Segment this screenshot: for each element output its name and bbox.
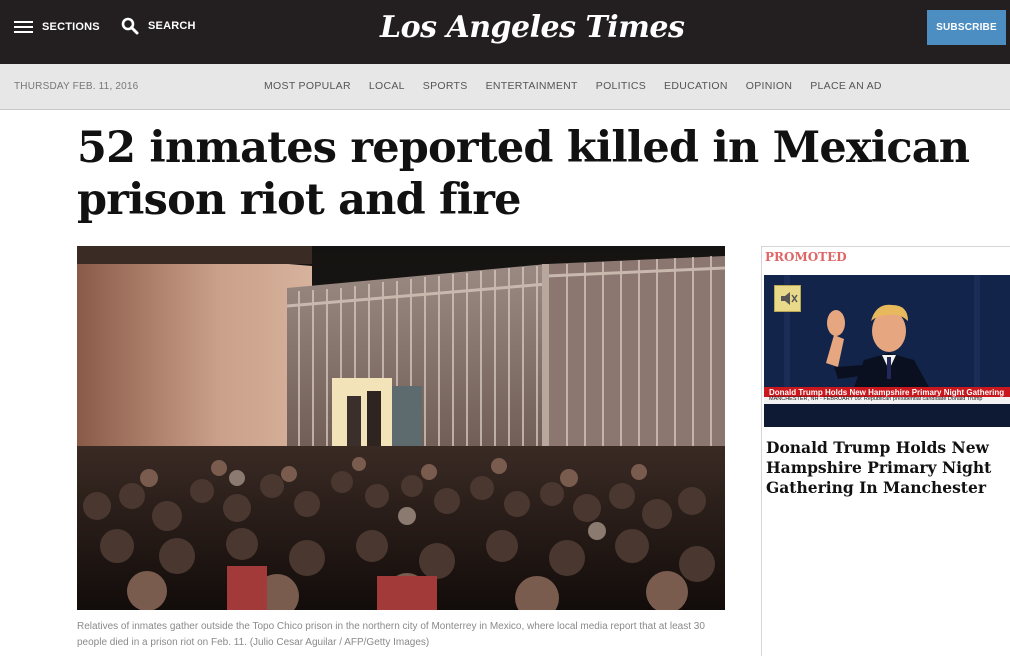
video-subtext: MANCHESTER, NH - FEBRUARY 09: Republican presidential candidate Donald Trump [769,396,983,402]
date-label: THURSDAY FEB. 11, 2016 [14,81,139,92]
sections-label: SECTIONS [42,21,100,33]
search-icon [121,17,139,35]
nav-link-education[interactable]: EDUCATION [664,80,728,92]
nav-link-most-popular[interactable]: MOST POPULAR [264,80,351,92]
photo-caption: Relatives of inmates gather outside the Topo Chico prison in the northern city of Monterrey in Mexico, where local media report that at least 30 people died in a prison riot on Feb. 11. (Julio Cesar Aguilar / AFP/Getty Images) [77,621,705,648]
speaker-mute-icon[interactable] [774,285,801,312]
video-lower-third-text: Donald Trump Holds New Hampshire Primary Night Gathering [769,388,1005,397]
nav-links [264,80,900,92]
hamburger-icon [14,21,33,33]
promoted-video[interactable] [764,275,1010,427]
nav-link-sports[interactable]: SPORTS [422,80,468,92]
promoted-label: PROMOTED [765,250,847,264]
nav-link-politics[interactable]: POLITICS [595,80,647,92]
masthead-logo[interactable]: Los Angeles Times [380,10,685,45]
article-headline: 52 inmates reported killed in Mexican prison riot and fire [77,123,970,225]
top-header [0,0,1010,64]
promoted-module [761,246,1010,656]
sections-button[interactable] [14,17,100,37]
promoted-title-link[interactable]: Donald Trump Holds New Hampshire Primary Night Gathering In Manchester [766,438,992,497]
search-label: SEARCH [148,20,196,32]
nav-link-opinion[interactable]: OPINION [745,80,793,92]
nav-link-local[interactable]: LOCAL [368,80,405,92]
prison-crowd-photo [77,246,725,610]
nav-link-entertainment[interactable]: ENTERTAINMENT [485,80,578,92]
article-photo [77,246,725,610]
nav-bar [0,64,1010,110]
subscribe-button[interactable]: SUBSCRIBE [927,10,1006,45]
search-button[interactable] [121,16,196,36]
nav-link-place-an-ad[interactable]: PLACE AN AD [810,80,882,92]
